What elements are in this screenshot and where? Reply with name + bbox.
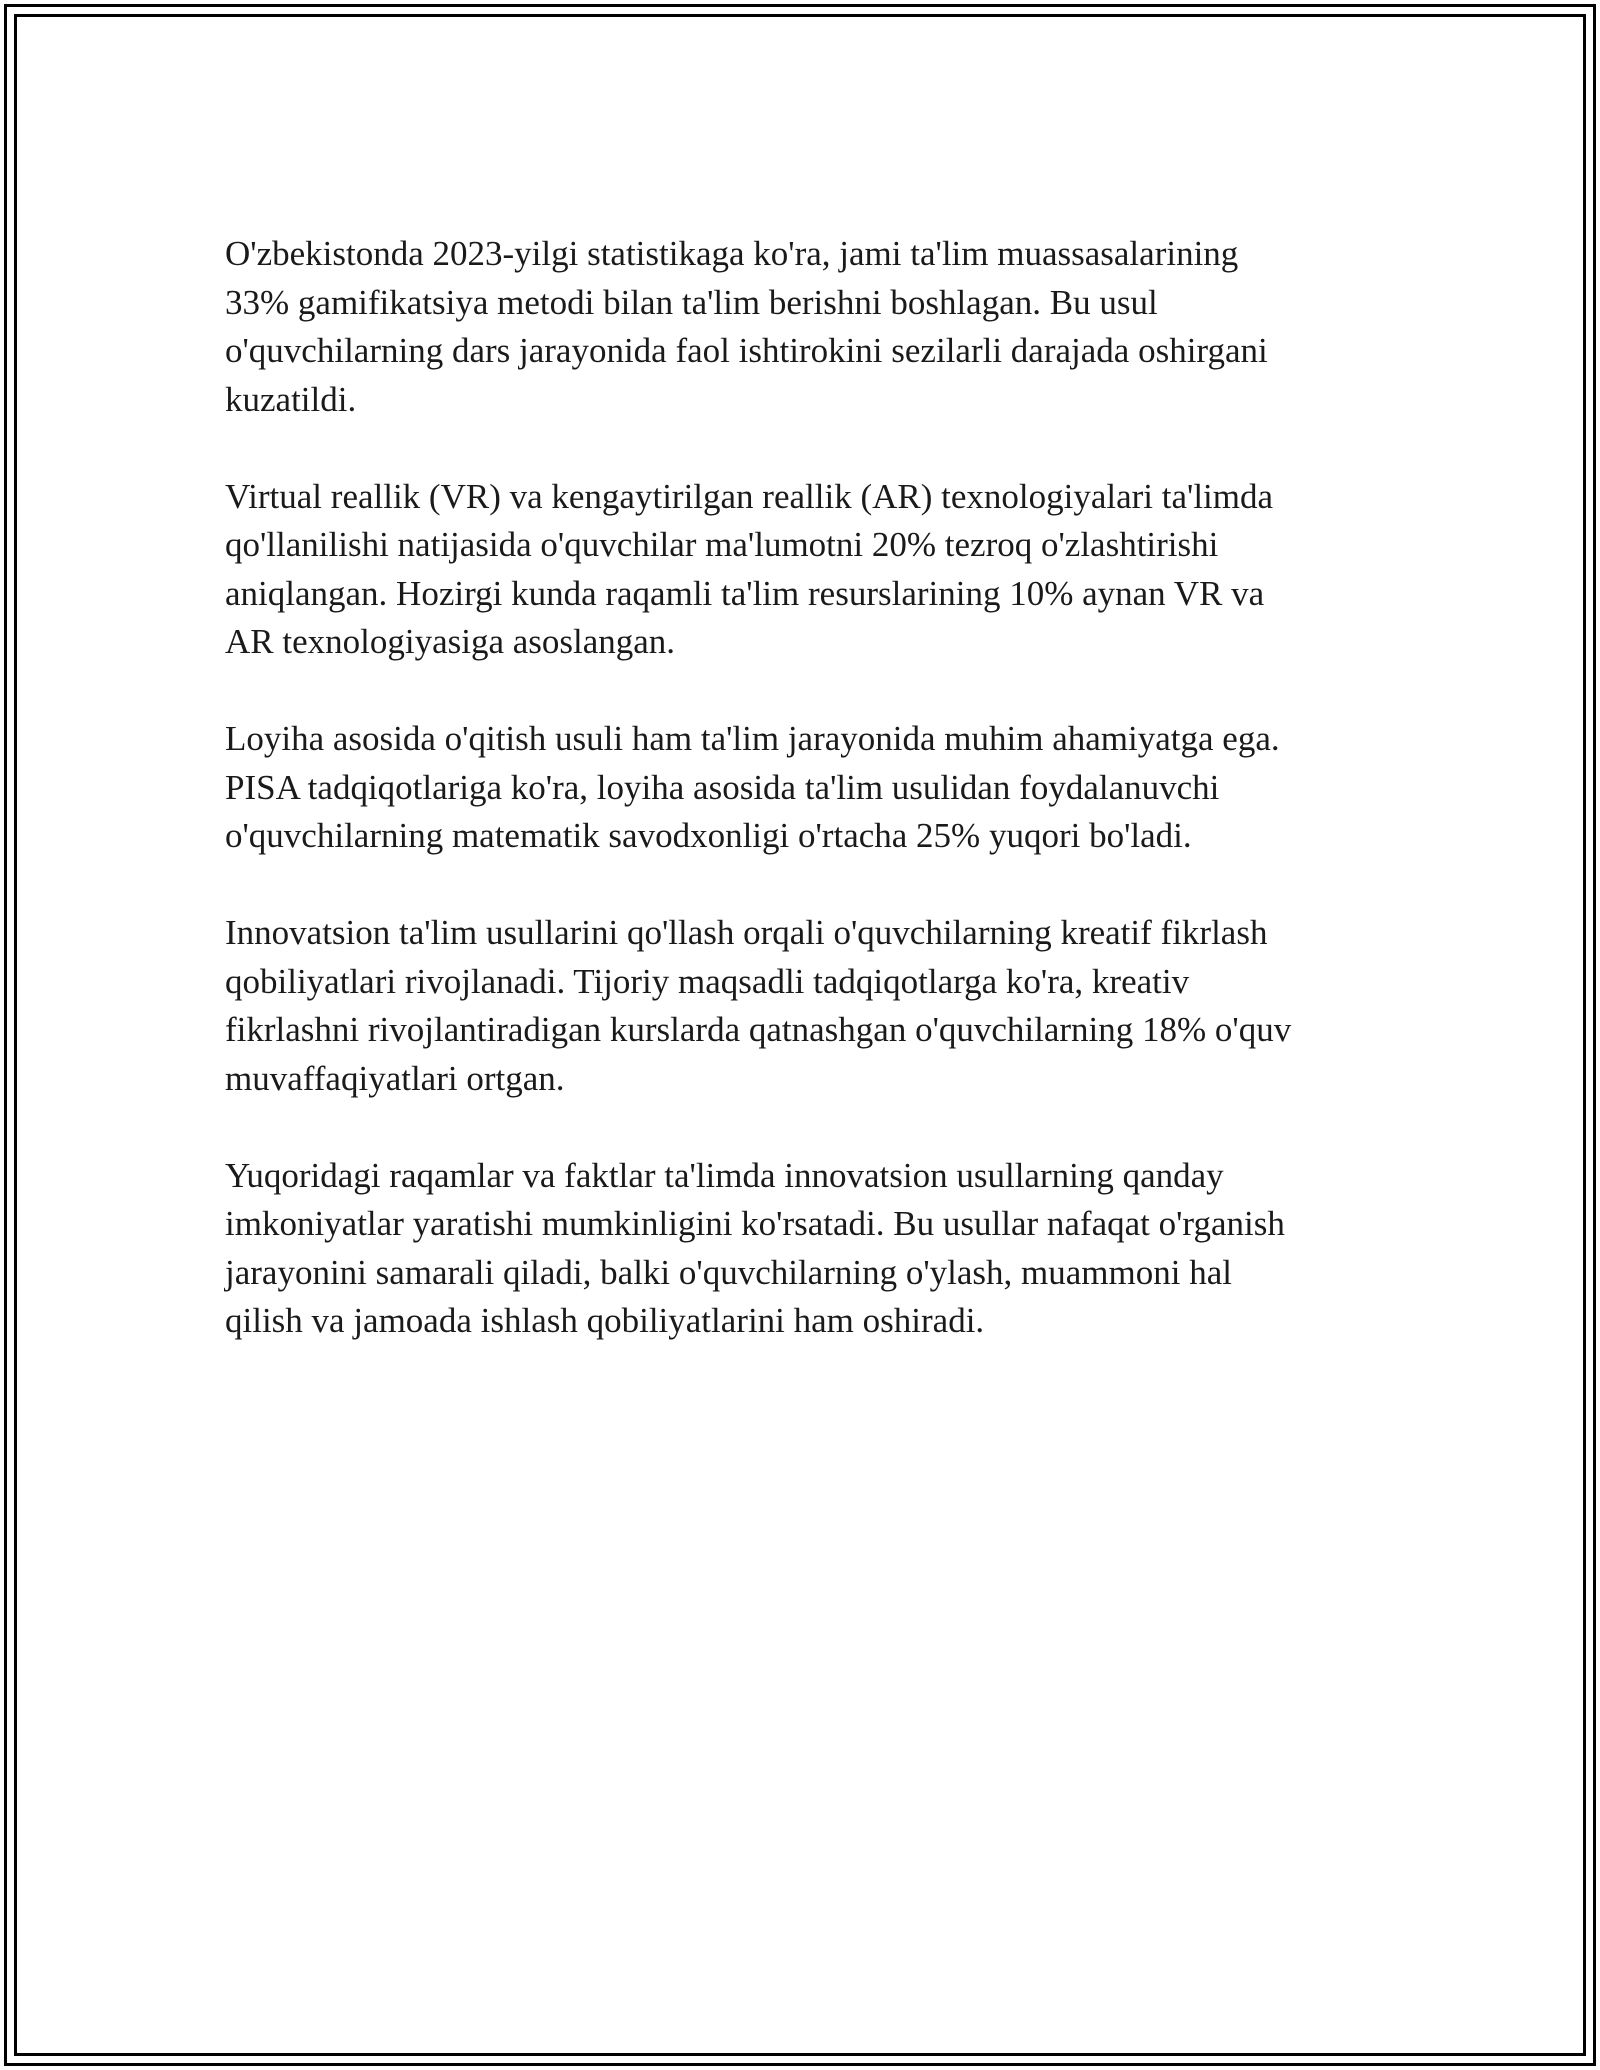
text-line: qobiliyatlari rivojlanadi. Tijoriy maqsadli tadqiqotlarga ko'ra, kreativ [225,961,1190,1001]
text-line: kuzatildi. [225,379,357,419]
document-body [225,230,1375,1394]
text-line: muvaffaqiyatlari ortgan. [225,1058,565,1098]
text-line: Innovatsion ta'lim usullarini qo'llash orqali o'quvchilarning kreatif fikrlash [225,913,1268,952]
paragraph-conclusion [225,1152,1375,1346]
paragraph-vr-ar [225,473,1375,667]
text-line: Yuqoridagi raqamlar va faktlar ta'limda innovatsion usullarning qanday [225,1155,1224,1195]
text-line: o'quvchilarning dars jarayonida faol ishtirokini sezilarli darajada oshirgani [225,331,1268,370]
text-line: AR texnologiyasiga asoslangan. [225,622,676,661]
text-line: jarayonini samarali qiladi, balki o'quvchilarning o'ylash, muammoni hal [225,1252,1232,1292]
text-line: o'quvchilarning matematik savodxonligi o'rtacha 25% yuqori bo'ladi. [225,816,1192,855]
text-line: qilish va jamoada ishlash qobiliyatlarini ham oshiradi. [225,1301,985,1340]
text-line: O'zbekistonda 2023-yilgi statistikaga ko'ra, jami ta'lim muassasalarining [225,234,1239,273]
text-line: PISA tadqiqotlariga ko'ra, loyiha asosida ta'lim usulidan foydalanuvchi [225,767,1220,807]
paragraph-project-based [225,715,1375,861]
paragraph-creative-thinking [225,909,1375,1103]
text-line: imkoniyatlar yaratishi mumkinligini ko'rsatadi. Bu usullar nafaqat o'rganish [225,1204,1285,1243]
text-line: fikrlashni rivojlantiradigan kurslarda qatnashgan o'quvchilarning 18% o'quv [225,1010,1292,1049]
text-line: Virtual reallik (VR) va kengaytirilgan reallik (AR) texnologiyalari ta'limda [225,476,1274,516]
text-line: 33% gamifikatsiya metodi bilan ta'lim berishni boshlagan. Bu usul [225,282,1158,322]
text-line: Loyiha asosida o'qitish usuli ham ta'lim jarayonida muhim ahamiyatga ega. [225,719,1280,758]
paragraph-gamification [225,230,1375,424]
text-line: qo'llanilishi natijasida o'quvchilar ma'lumotni 20% tezroq o'zlashtirishi [225,525,1219,564]
text-line: aniqlangan. Hozirgi kunda raqamli ta'lim resurslarining 10% aynan VR va [225,573,1265,613]
